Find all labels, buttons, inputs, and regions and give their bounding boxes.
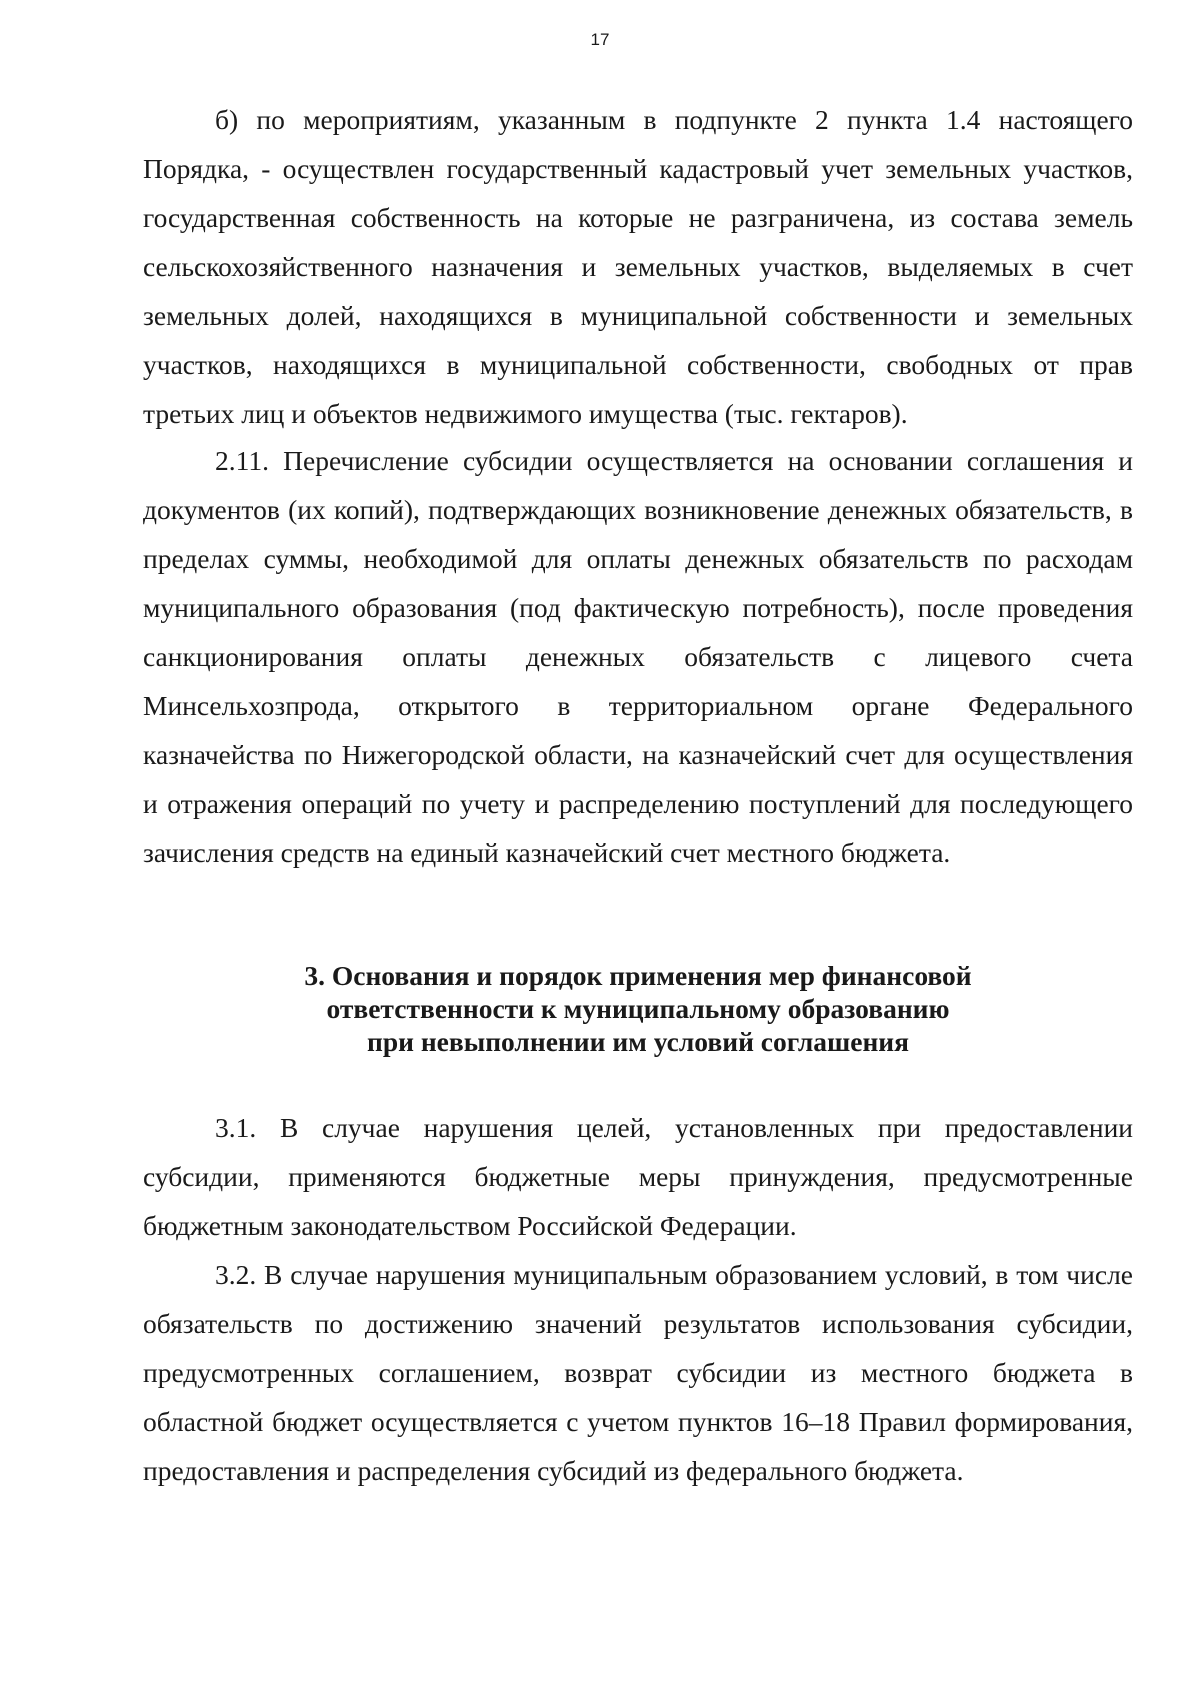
section-3-heading-line-2: ответственности к муниципальному образованию: [326, 993, 950, 1024]
section-3-heading-line-1: 3. Основания и порядок применения мер финансовой: [304, 960, 972, 991]
paragraph-2-10-b: б) по мероприятиям, указанным в подпункте 2 пункта 1.4 настоящего Порядка, - осуществлен государственный кадастровый учет земельных участков, государственная собственность на которые не разграничена, из состава земель сельскохозяйственного назначения и земельных участков, выделяемых в счет земельных долей, находящихся в муниципальной собственности и земельных участков, находящихся в муниципальной собственности, свободных от прав третьих лиц и объектов недвижимого имущества (тыс. гектаров).: [143, 104, 1133, 429]
page-number: 17: [590, 30, 610, 49]
paragraph-2-11: 2.11. Перечисление субсидии осуществляется на основании соглашения и документов (их копий), подтверждающих возникновение денежных обязательств, в пределах суммы, необходимой для оплаты денежных обязательств по расходам муниципального образования (под фактическую потребность), после проведения санкционирования оплаты денежных обязательств с лицевого счета Минсельхозпрода, открытого в территориальном органе Федерального казначейства по Нижегородской области, на казначейский счет для осуществления и отражения операций по учету и распределению поступлений для последующего зачисления средств на единый казначейский счет местного бюджета.: [143, 445, 1133, 868]
paragraph-3-2: 3.2. В случае нарушения муниципальным образованием условий, в том числе обязательств по достижению значений результатов использования субсидии, предусмотренных соглашением, возврат субсидии из местного бюджета в областной бюджет осуществляется с учетом пунктов 16–18 Правил формирования, предоставления и распределения субсидий из федерального бюджета.: [143, 1259, 1133, 1486]
section-3-heading: [143, 959, 1133, 1058]
paragraph-3-1: 3.1. В случае нарушения целей, установленных при предоставлении субсидии, применяются бюджетные меры принуждения, предусмотренные бюджетным законодательством Российской Федерации.: [143, 1112, 1133, 1241]
section-3-heading-line-3: при невыполнении им условий соглашения: [366, 1026, 910, 1057]
